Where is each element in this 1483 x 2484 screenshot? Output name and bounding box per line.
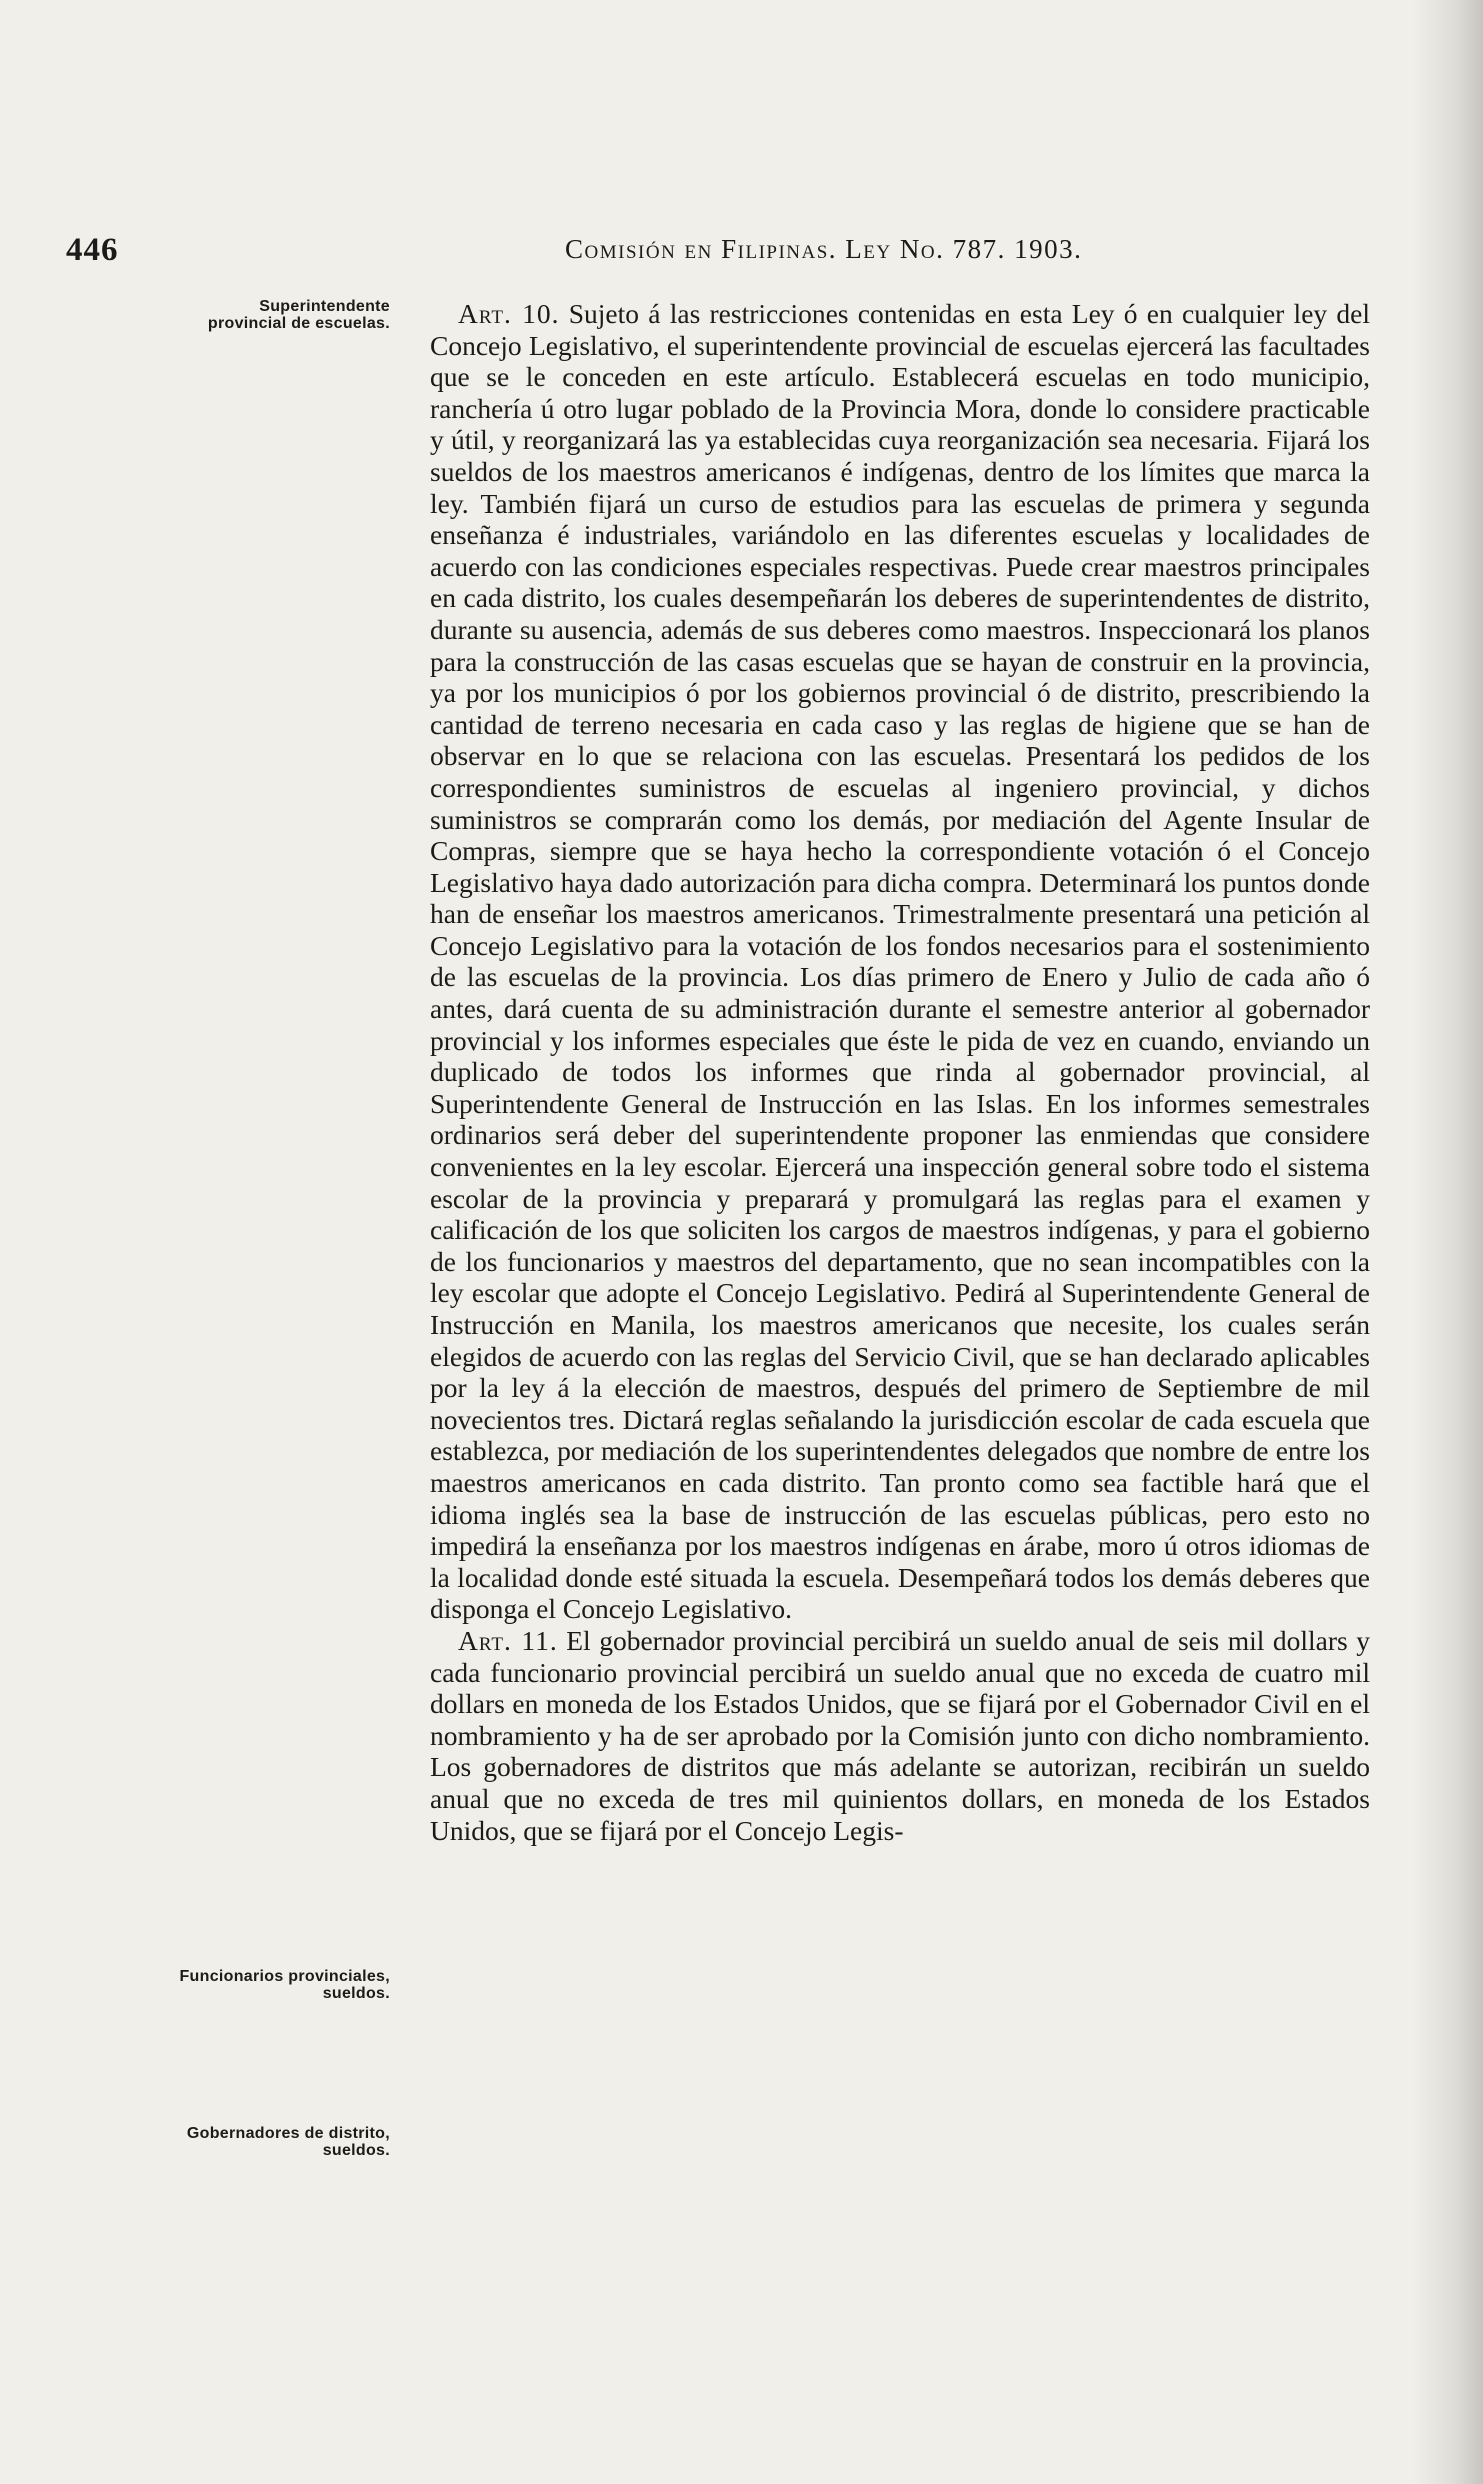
article-text: Sujeto á las restricciones contenidas en esta Ley ó en cualquier ley del Concejo Legislativo, el superintendente provincial de escuelas ejercerá las facultades que se le conceden en este artículo. Establecerá escuelas en todo municipio, ranchería ú otro lugar poblado de la Provincia Mora, donde lo considere practicable y útil, y reorganizará las ya establecidas cuya reorganización sea necesaria. Fijará los sueldos de los maestros americanos é indígenas, dentro de los límites que marca la ley. También fijará un curso de estudios para las escuelas de primera y segunda enseñanza é industriales, variándolo en las diferentes escuelas y localidades de acuerdo con las condiciones especiales respectivas. Puede crear maestros principales en cada distrito, los cuales desempeñarán los deberes de superintendentes de distrito, durante su ausencia, además de sus deberes como maestros. Inspeccionará los planos para la construcción de las casas escuelas que se hayan de construir en la provincia, ya por los municipios ó por los gobiernos provincial ó de distrito, prescribiendo la cantidad de terreno necesaria en cada caso y las reglas de higiene que se han de observar en lo que se relaciona con las escuelas. Presentará los pedidos de los correspondientes suministros de escuelas al ingeniero provincial, y dichos suministros se comprarán como los demás, por mediación del Agente Insular de Compras, siempre que se haya hecho la correspondiente votación ó el Concejo Legislativo haya dado autorización para dicha compra. Determinará los puntos donde han de enseñar los maestros americanos. Trimestralmente presentará una petición al Concejo Legislativo para la votación de los fondos necesarios para el sostenimiento de las escuelas de la provincia. Los días primero de Enero y Julio de cada año ó antes, dará cuenta de su administración durante el semestre anterior al gobernador provincial y los informes especiales que éste le pida de vez en cuando, enviando un duplicado de todos los informes que rinda al gobernador provincial, al Superintendente General de Instrucción en las Islas. En los informes semestrales ordinarios será deber del superintendente proponer las enmiendas que considere convenientes en la ley escolar. Ejercerá una inspección general sobre todo el sistema escolar de la provincia y preparará y promulgará las reglas para el examen y calificación de los que soliciten los cargos de maestros indígenas, y para el gobierno de los funcionarios y maestros del departamento, que no sean incompatibles con la ley escolar que adopte el Concejo Legislativo. Pedirá al Superintendente General de Instrucción en Manila, los maestros americanos que necesite, los cuales serán elegidos de acuerdo con las reglas del Servicio Civil, que se han declarado aplicables por la ley á la elección de maestros, después del primero de Septiembre de mil novecientos tres. Dictará reglas señalando la jurisdicción escolar de cada escuela que establezca, por mediación de los superintendentes delegados que nombre de entre los maestros americanos en cada distrito. Tan pronto como sea factible hará que el idioma inglés sea la base de instrucción de las escuelas públicas, pero esto no impedirá la enseñanza por los maestros indígenas en árabe, moro ú otros idiomas de la localidad donde esté situada la escuela. Desempeñará todos los demás deberes que disponga el Concejo Legislativo. [430,298,1371,1625]
margin-note-funcionarios: Funcionarios provinciales, sueldos. [179,1968,390,2002]
page-edge-shadow [1413,0,1483,2484]
margin-note-gobernadores: Gobernadores de distrito, sueldos. [186,2125,390,2159]
article-label: Art. 10. [458,298,560,329]
page-number: 446 [66,232,119,268]
article-label: Art. 11. [458,1624,558,1656]
running-head: Comisión en Filipinas. Ley No. 787. 1903. [565,234,1083,264]
article-text: El gobernador provincial percibirá un sueldo anual de seis mil dollars y cada funcionario provincial percibirá un sueldo anual que no exceda de cuatro mil dollars en moneda de los Estados Unidos, que se fijará por el Gobernador Civil en el nombramiento y ha de ser aprobado por la Comisión junto con dicho nombramiento. Los gobernadores de distritos que más adelante se autorizan, recibirán un sueldo anual que no exceda de tres mil quinientos dollars, en moneda de los Estados Unidos, que se fijará por el Concejo Legis- [430,1624,1370,1846]
body-text [430,298,1370,1846]
margin-note-superintendente: Superintendente provincial de escuelas. [207,298,390,332]
article-10 [430,298,1370,1625]
article-11 [430,1625,1370,1846]
